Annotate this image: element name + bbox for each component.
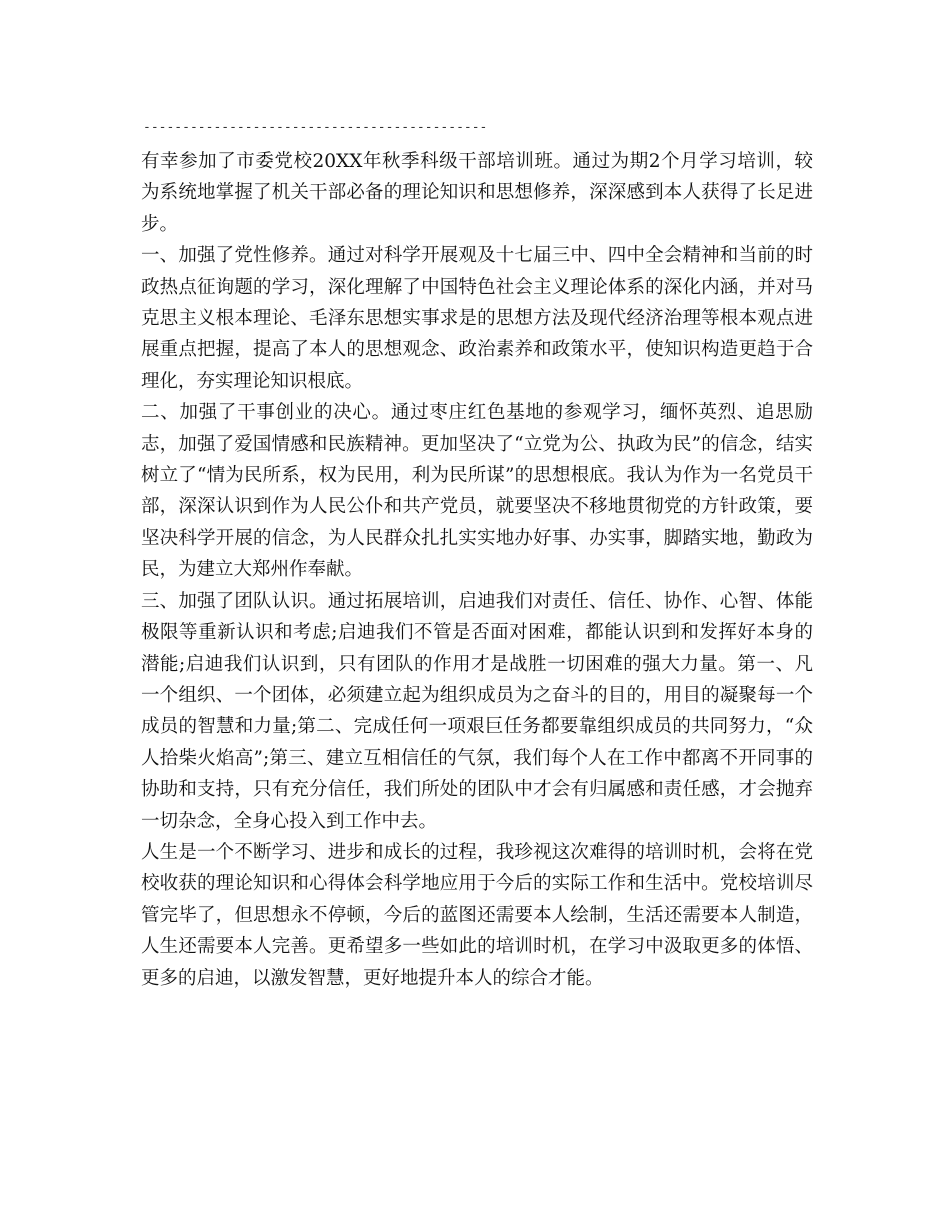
paragraph-intro: 有幸参加了市委党校20XX年秋季科级干部培训班。通过为期2个月学习培训，较为系统地掌握了机关干部必备的理论知识和思想修养，深深感到本人获得了长足进步。	[141, 151, 813, 235]
paragraph-entrepreneurship: 二、加强了干事创业的决心。通过枣庄红色基地的参观学习，缅怀英烈、追思励志，加强了爱国情感和民族精神。更加坚决了“立党为公、执政为民”的信念，结实树立了“情为民所系，权为民用，利为民所谋”的思想根底。我认为作为一名党员干部，深深认识到作为人民公仆和共产党员，就要坚决不移地贯彻党的方针政策，要坚决科学开展的信念，为人民群众扎扎实实地办好事、办实事，脚踏实地，勤政为民，为建立大郑州作奉献。	[141, 402, 813, 581]
separator-line: --------------------------------------------	[143, 120, 488, 135]
paragraph-party-spirit: 一、加强了党性修养。通过对科学开展观及十七届三中、四中全会精神和当前的时政热点征询题的学习，深化理解了中国特色社会主义理论体系的深化内涵，并对马克思主义根本理论、毛泽东思想实事求是的思想方法及现代经济治理等根本观点进展重点把握，提高了本人的思想观念、政治素养和政策水平，使知识构造更趋于合理化，夯实理论知识根底。	[141, 245, 813, 392]
paragraph-conclusion: 人生是一个不断学习、进步和成长的过程，我珍视这次难得的培训时机，会将在党校收获的理论知识和心得体会科学地应用于今后的实际工作和生活中。党校培训尽管完毕了，但思想永不停顿，今后的蓝图还需要本人绘制，生活还需要本人制造，人生还需要本人完善。更希望多一些如此的培训时机，在学习中汲取更多的体悟、更多的启迪，以激发智慧，更好地提升本人的综合才能。	[141, 841, 813, 989]
document-body	[141, 146, 813, 994]
paragraph-teamwork: 三、加强了团队认识。通过拓展培训，启迪我们对责任、信任、协作、心智、体能极限等重新认识和考虑;启迪我们不管是否面对困难，都能认识到和发挥好本身的潜能;启迪我们认识到，只有团队的作用才是战胜一切困难的强大力量。第一、凡一个组织、一个团体，必须建立起为组织成员为之奋斗的目的，用目的凝聚每一个成员的智慧和力量;第二、完成任何一项艰巨任务都要靠组织成员的共同努力，“众人拾柴火焰高”;第三、建立互相信任的气氛，我们每个人在工作中都离不开同事的协助和支持，只有充分信任，我们所处的团队中才会有归属感和责任感，才会抛弃一切杂念，全身心投入到工作中去。	[141, 590, 813, 832]
